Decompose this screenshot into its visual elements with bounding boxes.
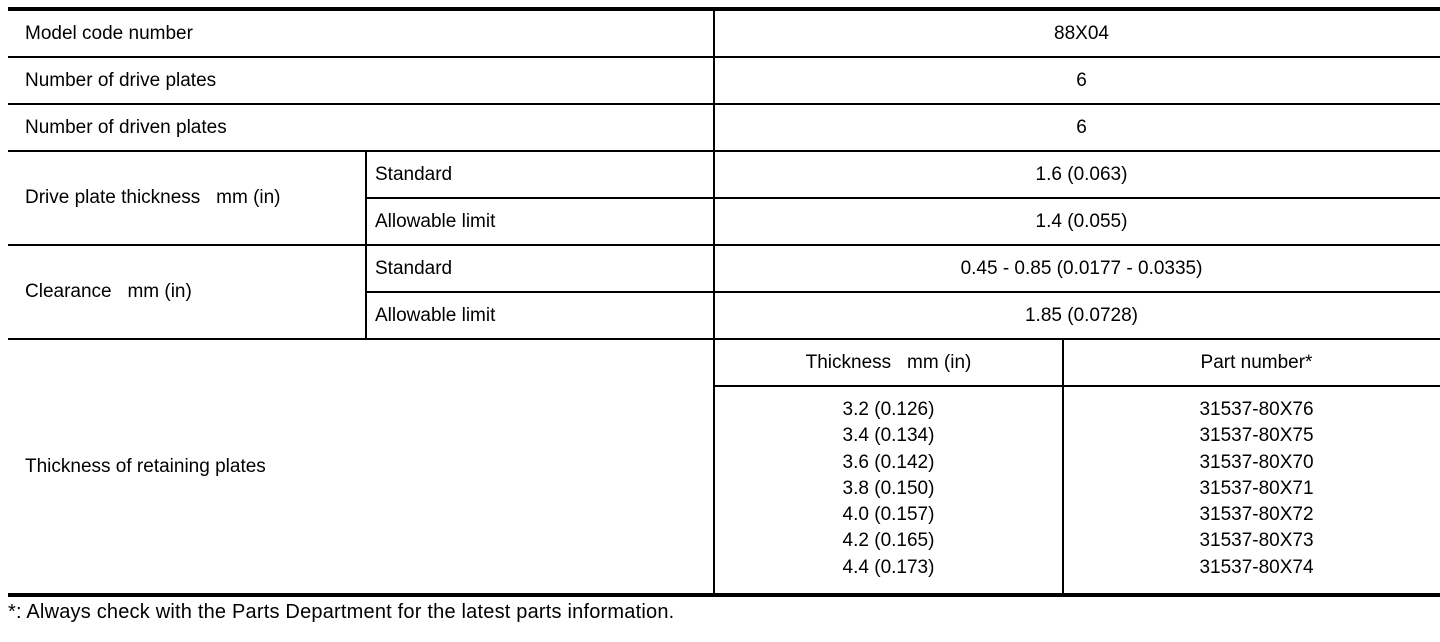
clearance-label: Clearance mm (in) (8, 245, 366, 339)
list-item: 4.2 (0.165) (842, 530, 935, 552)
table-row (8, 9, 1440, 57)
specification-table (8, 7, 1440, 597)
clearance-limit-label: Allowable limit (366, 292, 714, 339)
thickness-column-header: Thickness mm (in) (715, 340, 1063, 386)
clearance-limit-value: 1.85 (0.0728) (714, 292, 1440, 339)
list-item: 31537-80X76 (1199, 399, 1314, 420)
table-row (8, 151, 1440, 198)
list-item: 4.4 (0.173) (842, 556, 935, 578)
clearance-standard-label: Standard (366, 245, 714, 292)
list-item: 31537-80X73 (1199, 530, 1314, 552)
subtable-body-row (715, 386, 1440, 593)
list-item: 4.0 (0.157) (842, 504, 935, 526)
list-item: 3.4 (0.134) (842, 425, 935, 447)
thickness-list (715, 386, 1063, 593)
drive-plates-label: Number of drive plates (8, 57, 714, 104)
drive-plate-limit-label: Allowable limit (366, 198, 714, 245)
model-code-value: 88X04 (714, 9, 1440, 57)
drive-plate-thickness-label: Drive plate thickness mm (in) (8, 151, 366, 245)
table-row (8, 245, 1440, 292)
list-item: 31537-80X70 (1199, 451, 1314, 473)
table-row (8, 104, 1440, 151)
list-item: 31537-80X75 (1199, 425, 1314, 447)
drive-plates-value: 6 (714, 57, 1440, 104)
drive-plate-limit-value: 1.4 (0.055) (714, 198, 1440, 245)
retaining-plates-subtable-cell (714, 339, 1440, 595)
subtable-header-row (715, 340, 1440, 386)
driven-plates-value: 6 (714, 104, 1440, 151)
footnote: *: Always check with the Parts Department for the latest parts information. (8, 601, 675, 623)
list-item: 3.6 (0.142) (842, 451, 935, 473)
list-item: 3.8 (0.150) (842, 477, 935, 499)
retaining-plates-label: Thickness of retaining plates (8, 339, 714, 595)
list-item: 31537-80X71 (1199, 477, 1314, 499)
list-item: 31537-80X72 (1199, 504, 1314, 526)
driven-plates-label: Number of driven plates (8, 104, 714, 151)
clearance-standard-value: 0.45 - 0.85 (0.0177 - 0.0335) (714, 245, 1440, 292)
list-item: 31537-80X74 (1199, 556, 1314, 578)
part-number-list (1063, 386, 1440, 593)
table-row (8, 57, 1440, 104)
drive-plate-standard-value: 1.6 (0.063) (714, 151, 1440, 198)
model-code-label: Model code number (8, 9, 714, 57)
part-number-column-header: Part number* (1063, 340, 1440, 386)
drive-plate-standard-label: Standard (366, 151, 714, 198)
retaining-plates-subtable (715, 340, 1440, 593)
table-row (8, 339, 1440, 595)
list-item: 3.2 (0.126) (842, 399, 935, 420)
